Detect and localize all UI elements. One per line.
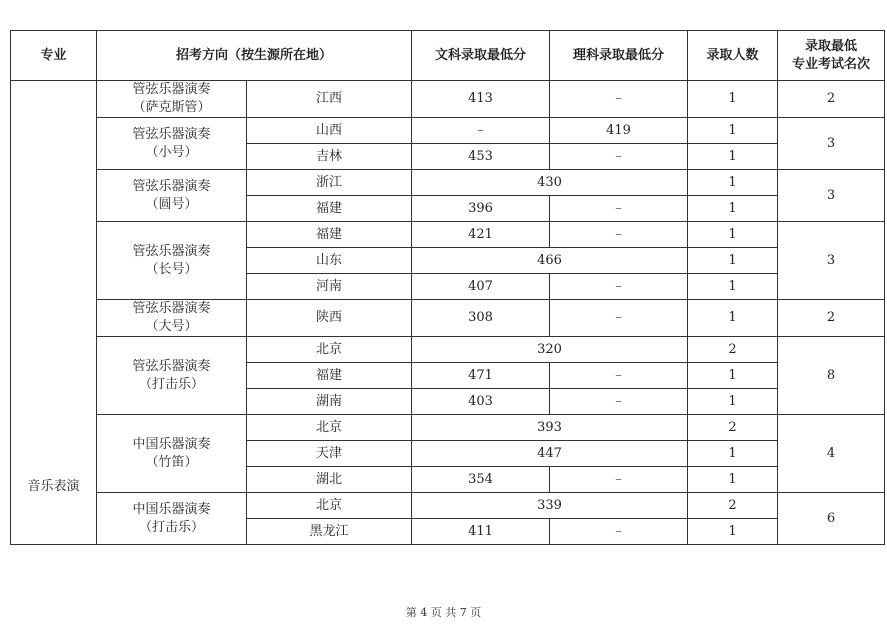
region-cell: 湖南 (247, 389, 412, 415)
count-cell: 2 (688, 337, 778, 363)
region-cell: 北京 (247, 337, 412, 363)
table-row (11, 170, 885, 196)
count-cell: 1 (688, 519, 778, 545)
region-cell: 北京 (247, 493, 412, 519)
region-cell: 山西 (247, 118, 412, 144)
count-cell: 1 (688, 274, 778, 300)
count-cell: 1 (688, 81, 778, 118)
header-rank: 录取最低 专业考试名次 (778, 31, 885, 81)
arts-score-cell: 396 (412, 196, 550, 222)
direction-cell: 管弦乐器演奏 （长号） (97, 222, 247, 300)
region-cell: 山东 (247, 248, 412, 274)
count-cell: 2 (688, 415, 778, 441)
count-cell: 1 (688, 300, 778, 337)
direction-cell: 管弦乐器演奏 （圆号） (97, 170, 247, 222)
science-score-cell: – (550, 144, 688, 170)
table-row (11, 337, 885, 363)
count-cell: 1 (688, 389, 778, 415)
arts-score-cell: – (412, 118, 550, 144)
count-cell: 2 (688, 493, 778, 519)
table-row (11, 118, 885, 144)
count-cell: 1 (688, 441, 778, 467)
science-score-cell: 419 (550, 118, 688, 144)
arts-score-cell: 421 (412, 222, 550, 248)
arts-score-cell: 407 (412, 274, 550, 300)
region-cell: 湖北 (247, 467, 412, 493)
count-cell: 1 (688, 118, 778, 144)
region-cell: 福建 (247, 222, 412, 248)
region-cell: 北京 (247, 415, 412, 441)
arts-score-cell: 403 (412, 389, 550, 415)
header-science-min: 理科录取最低分 (550, 31, 688, 81)
page-footer: 第 4 页 共 7 页 (405, 606, 482, 619)
major-cell: 音乐表演 (11, 81, 97, 545)
merged-score-cell: 466 (412, 248, 688, 274)
science-score-cell: – (550, 196, 688, 222)
science-score-cell: – (550, 300, 688, 337)
region-cell: 陕西 (247, 300, 412, 337)
arts-score-cell: 471 (412, 363, 550, 389)
rank-cell: 2 (778, 300, 885, 337)
region-cell: 江西 (247, 81, 412, 118)
count-cell: 1 (688, 170, 778, 196)
merged-score-cell: 393 (412, 415, 688, 441)
header-arts-min: 文科录取最低分 (412, 31, 550, 81)
rank-cell: 3 (778, 118, 885, 170)
arts-score-cell: 411 (412, 519, 550, 545)
count-cell: 1 (688, 248, 778, 274)
count-cell: 1 (688, 467, 778, 493)
table-row (11, 415, 885, 441)
rank-cell: 3 (778, 222, 885, 300)
rank-cell: 4 (778, 415, 885, 493)
table-row (11, 81, 885, 118)
rank-cell: 6 (778, 493, 885, 545)
table-row (11, 493, 885, 519)
region-cell: 河南 (247, 274, 412, 300)
arts-score-cell: 453 (412, 144, 550, 170)
header-row (11, 31, 885, 81)
direction-cell: 管弦乐器演奏 （打击乐） (97, 337, 247, 415)
region-cell: 吉林 (247, 144, 412, 170)
science-score-cell: – (550, 363, 688, 389)
region-cell: 福建 (247, 196, 412, 222)
direction-cell: 管弦乐器演奏 （大号） (97, 300, 247, 337)
science-score-cell: – (550, 389, 688, 415)
count-cell: 1 (688, 363, 778, 389)
region-cell: 黑龙江 (247, 519, 412, 545)
region-cell: 天津 (247, 441, 412, 467)
merged-score-cell: 430 (412, 170, 688, 196)
header-direction: 招考方向（按生源所在地） (97, 31, 412, 81)
count-cell: 1 (688, 144, 778, 170)
direction-cell: 管弦乐器演奏 （小号） (97, 118, 247, 170)
region-cell: 浙江 (247, 170, 412, 196)
table-row (11, 300, 885, 337)
science-score-cell: – (550, 467, 688, 493)
count-cell: 1 (688, 196, 778, 222)
direction-cell: 中国乐器演奏 （竹笛） (97, 415, 247, 493)
direction-cell: 管弦乐器演奏 （萨克斯管） (97, 81, 247, 118)
science-score-cell: – (550, 519, 688, 545)
science-score-cell: – (550, 81, 688, 118)
direction-cell: 中国乐器演奏 （打击乐） (97, 493, 247, 545)
science-score-cell: – (550, 222, 688, 248)
merged-score-cell: 447 (412, 441, 688, 467)
rank-cell: 2 (778, 81, 885, 118)
merged-score-cell: 339 (412, 493, 688, 519)
arts-score-cell: 413 (412, 81, 550, 118)
arts-score-cell: 308 (412, 300, 550, 337)
admission-table (10, 30, 885, 545)
rank-cell: 8 (778, 337, 885, 415)
count-cell: 1 (688, 222, 778, 248)
region-cell: 福建 (247, 363, 412, 389)
rank-cell: 3 (778, 170, 885, 222)
table-row (11, 222, 885, 248)
header-major: 专业 (11, 31, 97, 81)
arts-score-cell: 354 (412, 467, 550, 493)
science-score-cell: – (550, 274, 688, 300)
merged-score-cell: 320 (412, 337, 688, 363)
header-count: 录取人数 (688, 31, 778, 81)
